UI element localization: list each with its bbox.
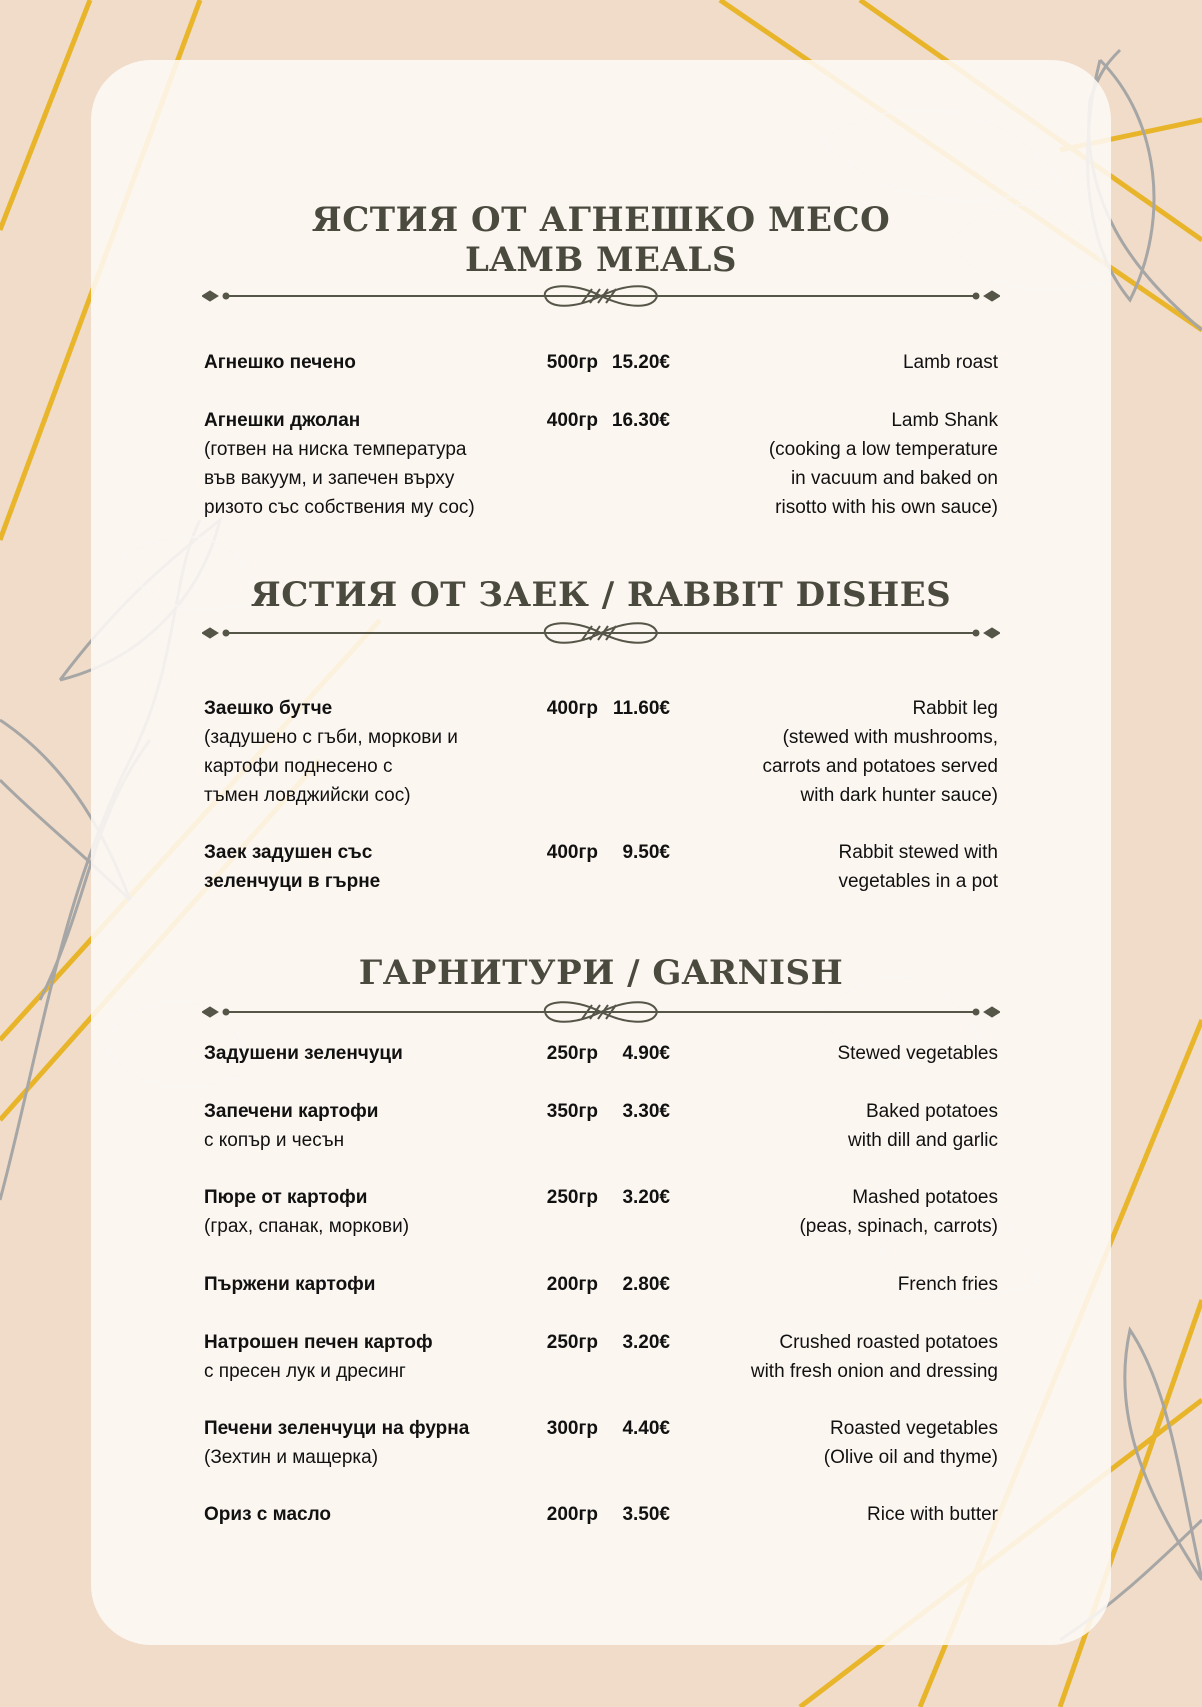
item-price: 3.30€ [622, 1101, 670, 1122]
item-english: Lamb Shank (cooking a low temperature in vacuum and baked on risotto with his own sauce) [768, 410, 998, 518]
item-weight: 400гр [546, 410, 598, 431]
item-price: 3.20€ [622, 1332, 670, 1353]
item-price: 15.20€ [611, 352, 670, 373]
item-price: 11.60€ [612, 698, 670, 719]
item-weight: 250гр [546, 1332, 598, 1353]
item-price: 3.50€ [622, 1504, 670, 1525]
item-description: (Зехтин и мащерка) [204, 1447, 379, 1468]
item-weight: 400гр [546, 842, 598, 863]
item-name: Задушени зеленчуци [204, 1043, 403, 1064]
item-english: Mashed potatoes (peas, spinach, carrots) [799, 1187, 998, 1237]
item-weight: 350гр [546, 1101, 598, 1122]
section-title-rabbit: ЯСТИЯ ОТ ЗАЕК / RABBIT DISHES [250, 575, 952, 615]
section-title-garnish: ГАРНИТУРИ / GARNISH [358, 953, 844, 993]
item-description: (задушено с гъби, моркови и картофи поднесено с тъмен ловджийски сос) [204, 727, 458, 806]
item-description: с копър и чесън [204, 1130, 345, 1151]
item-name: Заешко бутче [204, 698, 333, 719]
item-price: 3.20€ [622, 1187, 670, 1208]
item-description: (грах, спанак, моркови) [204, 1216, 410, 1237]
item-name: Агнешки джолан [204, 410, 361, 431]
ornament-divider [202, 616, 1000, 650]
item-weight: 400гр [546, 698, 598, 719]
item-price: 9.50€ [622, 842, 670, 863]
item-name: Ориз с масло [204, 1504, 331, 1525]
item-name: Заек задушен със зеленчуци в гърне [204, 842, 381, 892]
ornament-divider [202, 995, 1000, 1029]
item-name: Натрошен печен картоф [204, 1332, 433, 1353]
item-english: Lamb roast [902, 352, 998, 373]
item-price: 16.30€ [611, 410, 670, 431]
item-price: 4.40€ [622, 1418, 670, 1439]
item-weight: 300гр [546, 1418, 598, 1439]
item-name: Агнешко печено [204, 352, 356, 373]
item-english: Roasted vegetables (Olive oil and thyme) [823, 1418, 998, 1468]
item-price: 2.80€ [622, 1274, 670, 1295]
item-name: Пържени картофи [204, 1274, 376, 1295]
item-name: Запечени картофи [204, 1101, 379, 1122]
item-weight: 200гр [546, 1504, 598, 1525]
item-name: Печени зеленчуци на фурна [204, 1418, 470, 1439]
ornament-divider [202, 279, 1000, 313]
item-weight: 200гр [546, 1274, 598, 1295]
item-weight: 500гр [546, 352, 598, 373]
item-english: Rice with butter [867, 1504, 998, 1525]
item-weight: 250гр [546, 1187, 598, 1208]
item-english: Rabbit leg (stewed with mushrooms, carrots and potatoes served with dark hunter sauce) [762, 698, 998, 806]
item-weight: 250гр [546, 1043, 598, 1064]
item-description: с пресен лук и дресинг [204, 1361, 406, 1382]
item-english: French fries [897, 1274, 998, 1295]
item-english: Crushed roasted potatoes with fresh onion and dressing [750, 1332, 998, 1382]
section-title-lamb: ЯСТИЯ ОТ АГНЕШКО МЕСО LAMB MEALS [311, 200, 891, 280]
item-price: 4.90€ [622, 1043, 670, 1064]
item-english: Baked potatoes with dill and garlic [848, 1101, 998, 1151]
item-name: Пюре от картофи [204, 1187, 368, 1208]
item-english: Rabbit stewed with vegetables in a pot [838, 842, 998, 892]
item-english: Stewed vegetables [837, 1043, 998, 1064]
item-description: (готвен на ниска температура във вакуум, и запечен върху ризото със собствения му сос) [204, 439, 475, 518]
